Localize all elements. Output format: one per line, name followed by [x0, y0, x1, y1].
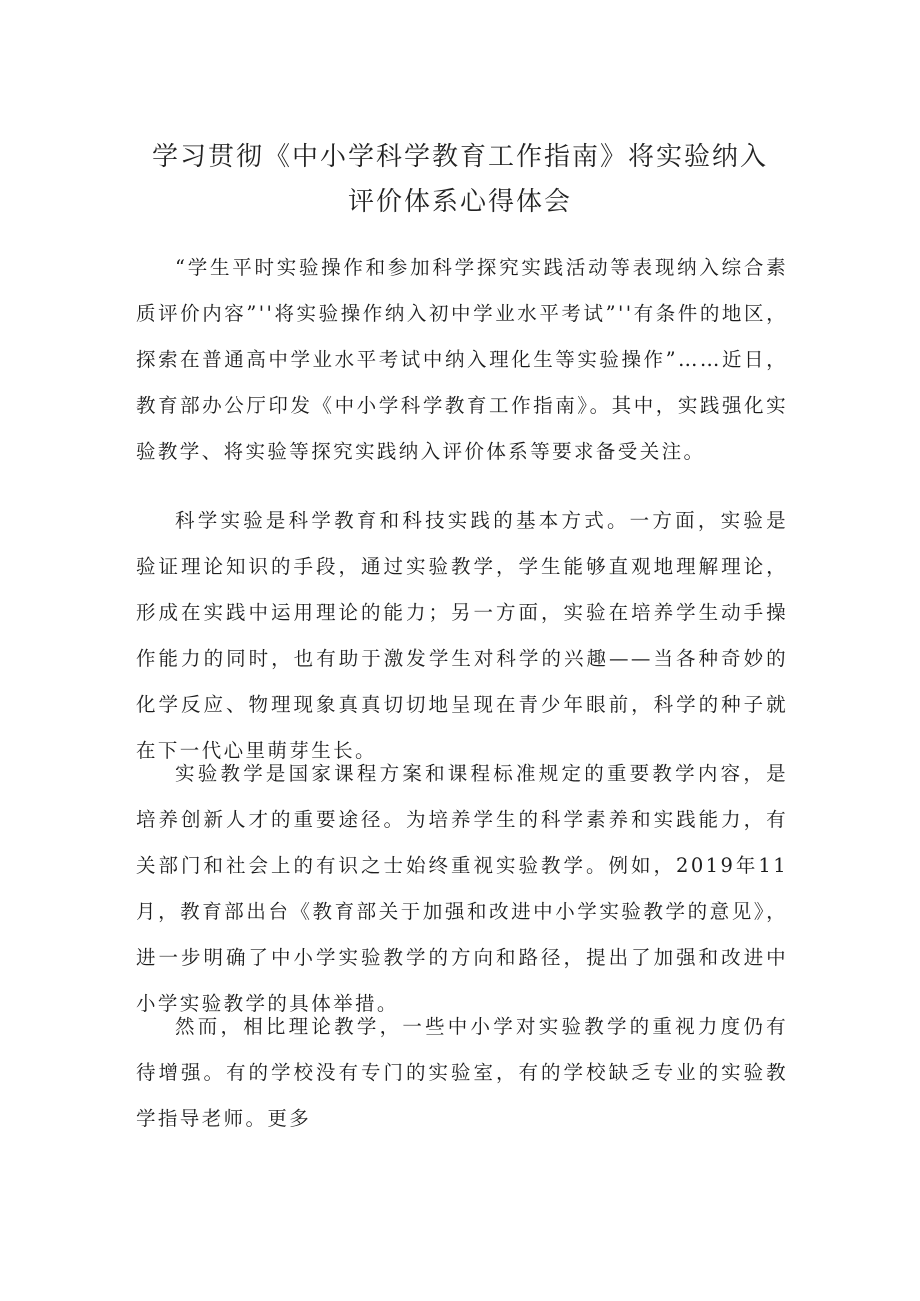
document-title-line-1: 学习贯彻《中小学科学教育工作指南》将实验纳入 [151, 142, 768, 172]
paragraph-3: 实验教学是国家课程方案和课程标准规定的重要教学内容，是培养创新人才的重要途径。为培养学生的科学素养和实践能力，有关部门和社会上的有识之士始终重视实验教学。例如，2019年11月，教育部出台《教育部关于加强和改进中小学实验教学的意见》，进一步明确了中小学实验教学的方向和路径，提出了加强和改进中小学实验教学的具体举措。 [136, 762, 788, 1015]
paragraph-1: “学生平时实验操作和参加科学探究实践活动等表现纳入综合素质评价内容”''将实验操作纳入初中学业水平考试”''有条件的地区，探索在普通高中学业水平考试中纳入理化生等实验操作”……近日，教育部办公厅印发《中小学科学教育工作指南》。其中，实践强化实验教学、将实验等探究实践纳入评价体系等要求备受关注。 [136, 256, 788, 463]
paragraph-2: 科学实验是科学教育和科技实践的基本方式。一方面，实验是验证理论知识的手段，通过实验教学，学生能够直观地理解理论，形成在实践中运用理论的能力；另一方面，实验在培养学生动手操作能力的同时，也有助于激发学生对科学的兴趣——当各种奇妙的化学反应、物理现象真真切切地呈现在青少年眼前，科学的种子就在下一代心里萌芽生长。 [136, 509, 788, 762]
document-title-line-2: 评价体系心得体会 [347, 187, 572, 217]
paragraph-4: 然而，相比理论教学，一些中小学对实验教学的重视力度仍有待增强。有的学校没有专门的实验室，有的学校缺乏专业的实验教学指导老师。更多 [136, 1015, 788, 1130]
